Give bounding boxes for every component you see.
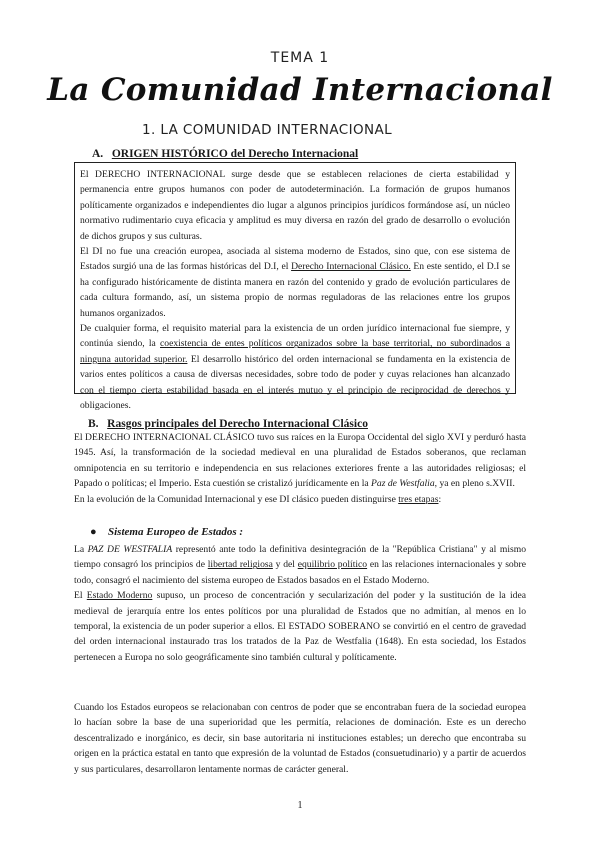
subheading-a-label: A.	[92, 148, 104, 160]
origin-box	[74, 162, 516, 412]
westfalia-paragraph: La PAZ DE WESTFALIA representó ante todo la definitiva desintegración de la "República Cristiana" y al mismo tiempo consagró los principios de libertad religiosa y del equilibrio político en las relaciones internacionales y sobre todo, consagró el nacimiento del sistema europeo de Estados basados en el Estado Moderno.	[74, 544, 526, 586]
european-system-text	[74, 542, 526, 665]
subheading-a	[92, 148, 358, 160]
classic-paragraph-1: El DERECHO INTERNACIONAL CLÁSICO tuvo sus raíces en la Europa Occidental del siglo XVI y perduró hasta 1945. Así, la transformación de la sociedad medieval en una pluralidad de Estados soberanos, que reclaman omnipotencia en su territorio e independencia en sus relaciones exteriores frente a las autoridades religiosas; el Papado o políticas; el Imperio. Esta cuestión se cristalizó jurídicamente en la Paz de Westfalia, ya en pleno s.XVII.	[74, 432, 526, 490]
modern-state-paragraph: El Estado Moderno supuso, un proceso de concentración y secularización del poder y la sustitución de la idea medieval de jerarquía entre los entes políticos por una pluralidad de Estados que no admitían, al menos en lo temporal, la existencia de un poder superior a ellos. El ESTADO SOBERANO se convirtió en el centro de gravedad del orden internacional instaurado tras los tratados de la Paz de Westfalia (1648). En esta sociedad, los Estados pertenecen a Europa no solo geográficamente sino también cultural y políticamente.	[74, 590, 526, 663]
page-number: 1	[297, 800, 303, 811]
subheading-b	[88, 418, 368, 430]
tema-label: TEMA 1	[270, 50, 330, 66]
subheading-a-title: ORIGEN HISTÓRICO del Derecho Internacional	[111, 148, 359, 160]
subheading-b-title: Rasgos principales del Derecho Internacional Clásico	[107, 418, 368, 430]
bullet-heading	[90, 526, 243, 538]
bullet-icon: ●	[90, 526, 97, 538]
classic-law-text	[74, 430, 526, 507]
classic-paragraph-2: En la evolución de la Comunidad Internacional y ese DI clásico pueden distinguirse tres etapas:	[74, 493, 442, 505]
box-paragraph-2: El DI no fue una creación europea, asociada al sistema moderno de Estados, sino que, con ese sistema de Estados surgió una de las formas históricas del D.I, el Derecho Internacional Clásico. En este sentido, el D.I se ha configurado históricamente de distinta manera en razón del contenido y grado de evolución particulares de cada cultura formando, así, un sistema propio de normas reguladoras de las relaciones entre los grupos humanos organizados.	[80, 246, 510, 319]
relations-paragraph: Cuando los Estados europeos se relacionaban con centros de poder que se encontraban fuera de la sociedad europea lo hacían sobre la base de una superioridad que les permitía, relaciones de dominación. Este es un derecho descentralizado e inorgánico, es decir, sin base autoritaria ni instituciones estables; un derecho que encontraba su origen en la práctica estatal en tanto que expresión de la voluntad de Estados (consuetudinario) y a partir de acuerdos y sus particulares, desarrollaron lentamente normas de carácter general.	[74, 702, 526, 775]
relations-text	[74, 700, 526, 777]
page-title: La Comunidad Internacional	[47, 72, 553, 108]
section-heading: 1. LA COMUNIDAD INTERNACIONAL	[142, 122, 393, 138]
bullet-title: Sistema Europeo de Estados :	[108, 526, 244, 538]
subheading-b-label: B.	[88, 418, 99, 430]
box-paragraph-1: El DERECHO INTERNACIONAL surge desde que se establecen relaciones de cierta estabilidad y permanencia entre grupos humanos con poder de autodeterminación. La formación de grupos humanos políticamente organizados e independientes dio lugar a algunos principios jurídicos formándose así, un núcleo normativo rudimentario cuya eficacia y amplitud es muy diversa en razón del grado de desarrollo o evolución de dichos grupos y sus culturas.	[80, 169, 510, 242]
box-paragraph-3: De cualquier forma, el requisito material para la existencia de un orden jurídico internacional fue siempre, y continúa siendo, la coexistencia de entes políticos organizados sobre la base territorial, no subordinados a ninguna autoridad superior. El desarrollo histórico del orden internacional se fundamenta en la existencia de varios entes políticos a causa de diversas necesidades, sobre todo de poder y cuyas relaciones han alcanzado con el tiempo cierta estabilidad basada en el interés mutuo y el principio de reciprocidad de derechos y obligaciones.	[80, 323, 510, 412]
